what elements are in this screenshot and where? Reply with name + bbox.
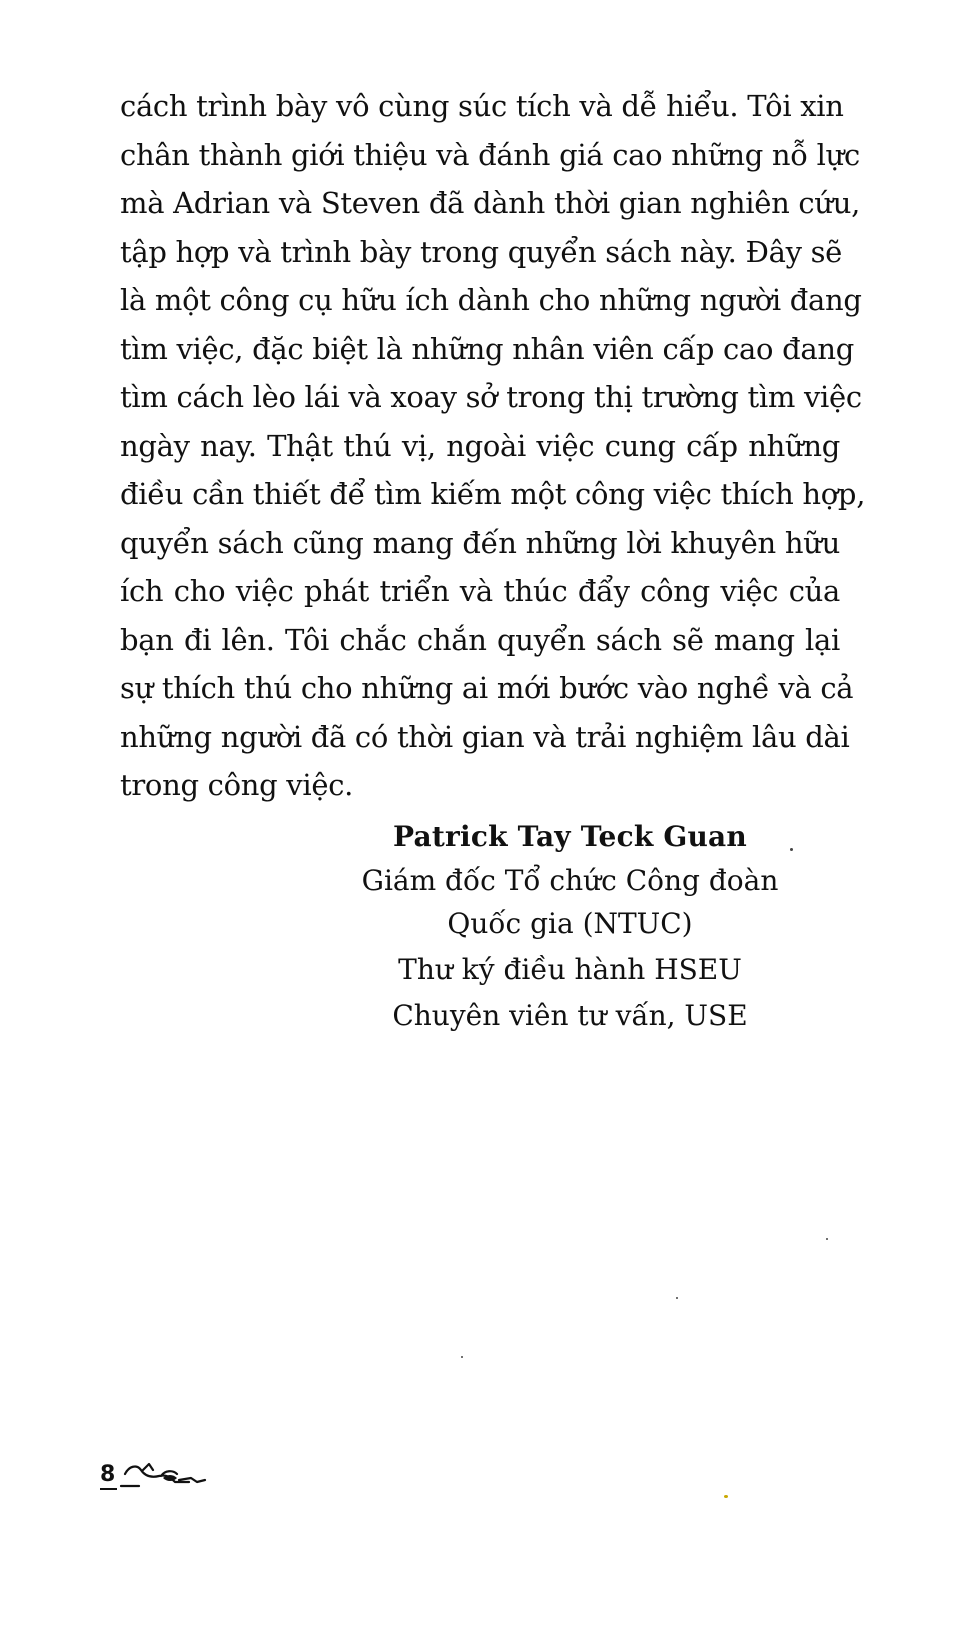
print-speck bbox=[676, 1297, 678, 1299]
text-line: quyển sách cũng mang đến những lời khuyên hữu bbox=[120, 525, 840, 560]
signatory-title: Chuyên viên tư vấn, USE bbox=[392, 999, 748, 1032]
print-speck bbox=[724, 1495, 728, 1498]
text-line: bạn đi lên. Tôi chắc chắn quyển sách sẽ mang lại bbox=[120, 622, 840, 657]
text-line: những người đã có thời gian và trải nghiệm lâu dài bbox=[120, 719, 850, 754]
page-footer bbox=[100, 1450, 209, 1490]
print-speck bbox=[790, 848, 793, 851]
body-paragraph bbox=[120, 82, 866, 810]
text-line: cách trình bày vô cùng súc tích và dễ hiểu. Tôi xin bbox=[120, 89, 844, 123]
signatory-title: Giám đốc Tổ chức Công đoàn bbox=[361, 864, 779, 897]
print-speck bbox=[826, 1238, 828, 1240]
text-line: tìm việc, đặc biệt là những nhân viên cấp cao đang bbox=[120, 331, 854, 366]
text-line: điều cần thiết để tìm kiếm một công việc thích hợp, bbox=[120, 477, 866, 511]
text-line: ngày nay. Thật thú vị, ngoài việc cung cấp những bbox=[120, 428, 840, 463]
bird-ornament-icon bbox=[119, 1456, 209, 1490]
text-line: mà Adrian và Steven đã dành thời gian nghiên cứu, bbox=[120, 186, 861, 220]
print-speck bbox=[461, 1356, 463, 1358]
signature-block bbox=[360, 813, 780, 1039]
signatory-title: Thư ký điều hành HSEU bbox=[398, 953, 742, 986]
text-line: tập hợp và trình bày trong quyển sách này. Đây sẽ bbox=[120, 234, 843, 269]
text-line: ích cho việc phát triển và thúc đẩy công việc của bbox=[120, 574, 840, 608]
text-line: sự thích thú cho những ai mới bước vào nghề và cả bbox=[120, 671, 854, 705]
signatory-name: Patrick Tay Teck Guan bbox=[393, 820, 747, 853]
text-line: tìm cách lèo lái và xoay sở trong thị trường tìm việc bbox=[120, 380, 862, 414]
text-line: là một công cụ hữu ích dành cho những người đang bbox=[120, 283, 862, 317]
page-number: 8 bbox=[100, 1462, 117, 1490]
text-line: chân thành giới thiệu và đánh giá cao những nỗ lực bbox=[120, 137, 860, 172]
signatory-title: Quốc gia (NTUC) bbox=[447, 907, 693, 940]
text-line-last: trong công việc. bbox=[120, 768, 354, 802]
